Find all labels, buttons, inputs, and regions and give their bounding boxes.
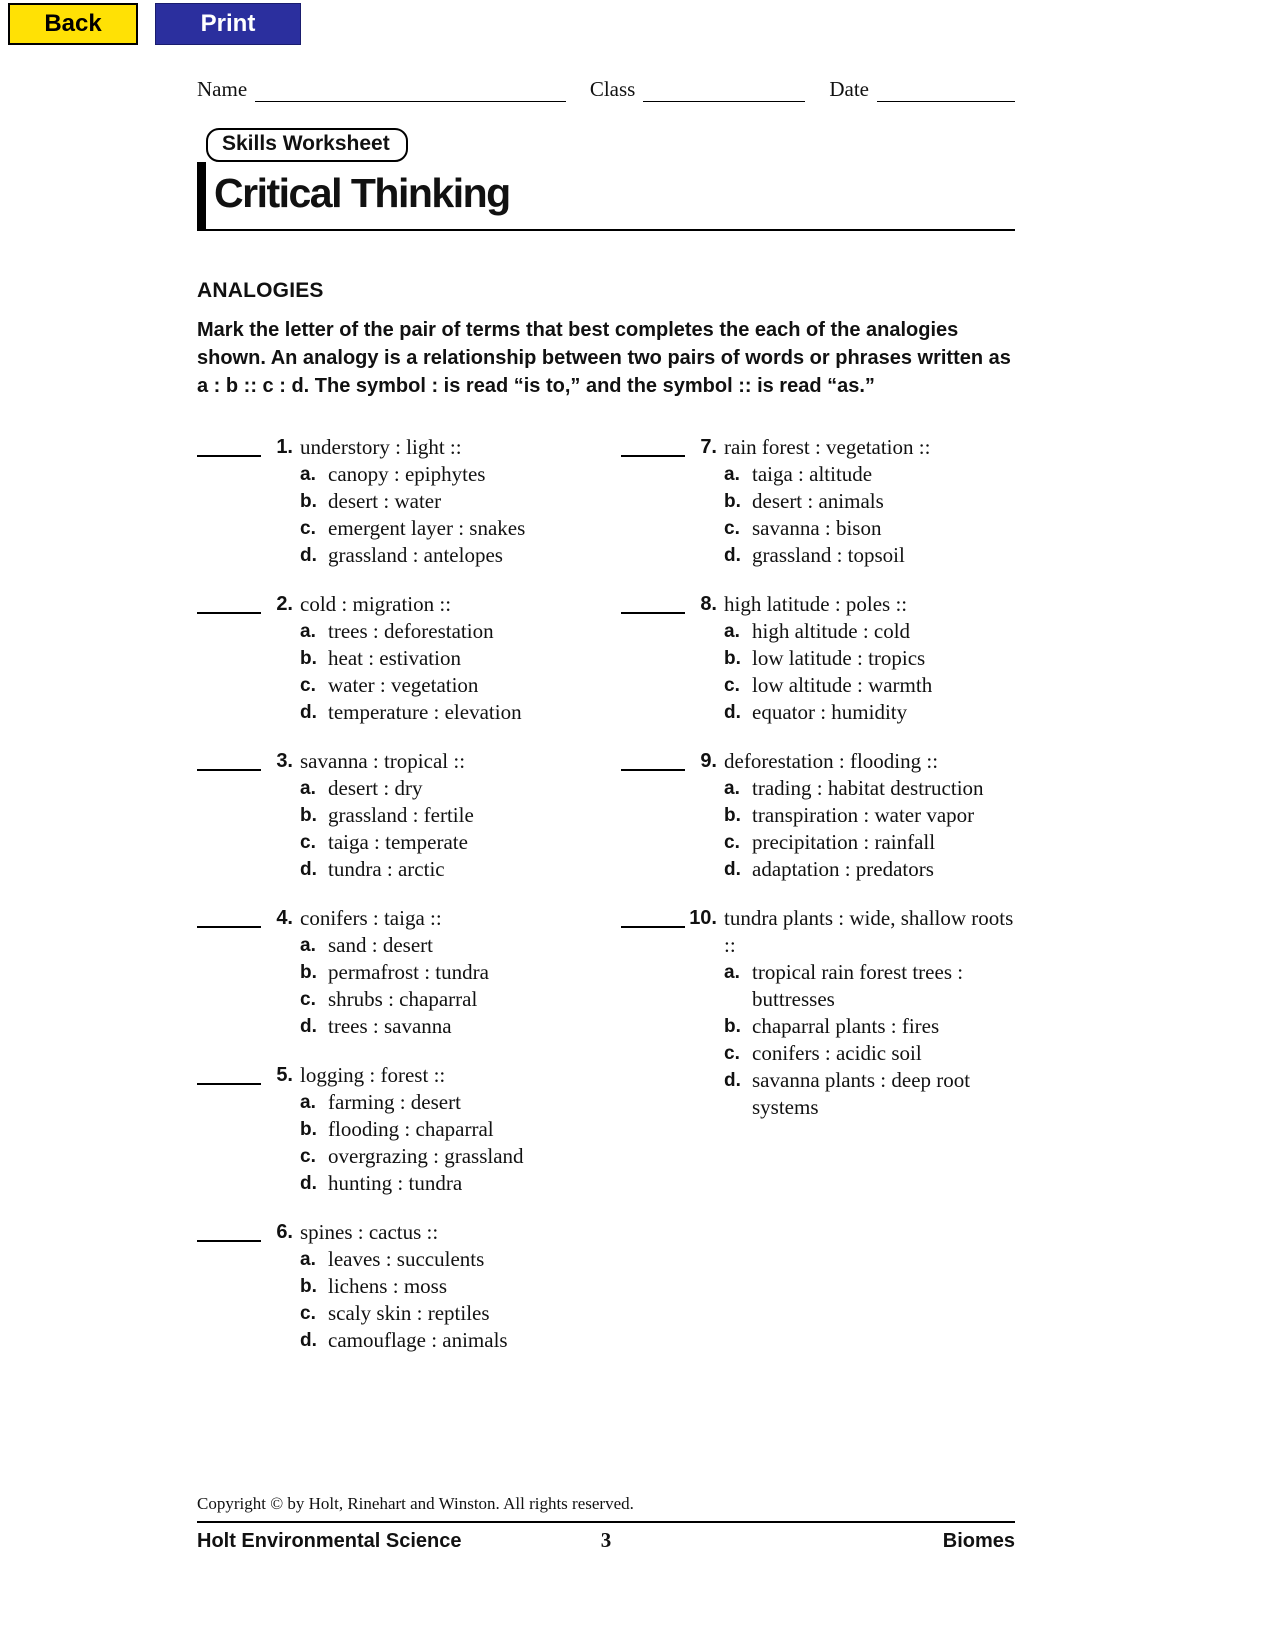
answer-choice — [300, 1089, 591, 1116]
choice-letter: a. — [724, 778, 740, 799]
answer-choice — [300, 775, 591, 802]
answer-choice — [724, 699, 1015, 726]
answer-blank — [621, 591, 685, 614]
question — [621, 905, 1015, 1121]
question-head — [621, 591, 1015, 618]
question — [621, 434, 1015, 569]
choice-letter: a. — [724, 464, 740, 485]
question-head — [197, 1062, 591, 1089]
answer-choice — [300, 1013, 591, 1040]
title-row — [197, 162, 1015, 231]
choice-letter: d. — [300, 859, 317, 880]
question-stem: high latitude : poles :: — [724, 592, 908, 616]
copyright-text: Copyright © by Holt, Rinehart and Winston. All rights reserved. — [197, 1494, 634, 1513]
choice-text: tropical rain forest trees : buttresses — [752, 960, 964, 1011]
choice-text: taiga : altitude — [752, 462, 873, 486]
choice-letter: d. — [724, 1070, 741, 1091]
answer-choice — [300, 1246, 591, 1273]
answer-choice — [300, 1300, 591, 1327]
choice-letter: a. — [300, 1249, 316, 1270]
choice-text: low altitude : warmth — [752, 673, 933, 697]
choice-text: heat : estivation — [328, 646, 461, 670]
choice-text: trees : savanna — [328, 1014, 452, 1038]
page-footer — [197, 1494, 1015, 1553]
question-number: 4. — [276, 907, 293, 929]
answer-choice — [724, 672, 1015, 699]
class-label: Class — [589, 77, 636, 101]
answer-blank — [621, 748, 685, 771]
question — [197, 591, 591, 726]
choice-letter: c. — [300, 518, 316, 539]
choice-text: scaly skin : reptiles — [328, 1301, 490, 1325]
choice-letter: d. — [300, 545, 317, 566]
choice-text: grassland : antelopes — [328, 543, 503, 567]
answer-choice — [300, 1327, 591, 1354]
question-stem: spines : cactus :: — [300, 1220, 439, 1244]
answer-blank — [197, 434, 261, 457]
choice-text: water : vegetation — [328, 673, 479, 697]
answer-blank — [197, 905, 261, 928]
question — [197, 748, 591, 883]
choice-letter: c. — [300, 1146, 316, 1167]
choice-letter: c. — [724, 832, 740, 853]
choice-list — [300, 1089, 591, 1197]
choice-letter: d. — [300, 1016, 317, 1037]
choice-text: chaparral plants : fires — [752, 1014, 940, 1038]
question-stem: cold : migration :: — [300, 592, 452, 616]
choice-text: sand : desert — [328, 933, 433, 957]
question-head — [621, 434, 1015, 461]
choice-letter: d. — [724, 859, 741, 880]
answer-choice — [300, 699, 591, 726]
choice-letter: c. — [300, 989, 316, 1010]
choice-text: hunting : tundra — [328, 1171, 463, 1195]
answer-choice — [724, 618, 1015, 645]
question-head — [197, 434, 591, 461]
choice-list — [300, 1246, 591, 1354]
question-number: 10. — [689, 907, 717, 929]
choice-text: farming : desert — [328, 1090, 461, 1114]
class-blank-line — [643, 80, 805, 102]
answer-choice — [300, 959, 591, 986]
skills-worksheet-tag: Skills Worksheet — [206, 128, 408, 162]
choice-letter: b. — [724, 491, 741, 512]
choice-letter: d. — [724, 545, 741, 566]
choice-letter: d. — [300, 1330, 317, 1351]
question-number: 8. — [700, 593, 717, 615]
choice-letter: b. — [300, 1119, 317, 1140]
question-stem: tundra plants : wide, shallow roots :: — [724, 906, 1014, 957]
answer-blank — [621, 905, 685, 928]
answer-choice — [300, 515, 591, 542]
question-stem: understory : light :: — [300, 435, 462, 459]
answer-choice — [724, 1067, 1015, 1121]
question-head — [197, 748, 591, 775]
choice-text: flooding : chaparral — [328, 1117, 494, 1141]
choice-text: trees : deforestation — [328, 619, 494, 643]
date-blank-line — [877, 80, 1015, 102]
answer-blank — [621, 434, 685, 457]
answer-choice — [724, 1040, 1015, 1067]
choice-letter: a. — [300, 1092, 316, 1113]
choice-letter: a. — [300, 935, 316, 956]
question-number: 6. — [276, 1221, 293, 1243]
answer-choice — [300, 856, 591, 883]
name-blank-line — [255, 80, 566, 102]
question-number: 5. — [276, 1064, 293, 1086]
choice-letter: b. — [300, 648, 317, 669]
choice-text: conifers : acidic soil — [752, 1041, 922, 1065]
choice-text: desert : dry — [328, 776, 423, 800]
name-label: Name — [197, 77, 248, 101]
answer-choice — [300, 829, 591, 856]
answer-choice — [300, 488, 591, 515]
choice-letter: c. — [724, 1043, 740, 1064]
answer-blank — [197, 1062, 261, 1085]
choice-text: savanna : bison — [752, 516, 882, 540]
answer-choice — [300, 1170, 591, 1197]
choice-text: transpiration : water vapor — [752, 803, 975, 827]
answer-choice — [724, 959, 1015, 1013]
title-bar-mark — [197, 162, 206, 229]
choice-letter: c. — [300, 1303, 316, 1324]
answer-choice — [300, 1273, 591, 1300]
section-heading: ANALOGIES — [197, 279, 324, 302]
choice-letter: b. — [300, 1276, 317, 1297]
answer-choice — [300, 618, 591, 645]
choice-letter: c. — [300, 675, 316, 696]
question-stem: deforestation : flooding :: — [724, 749, 939, 773]
choice-letter: b. — [724, 1016, 741, 1037]
answer-choice — [724, 1013, 1015, 1040]
choice-text: leaves : succulents — [328, 1247, 485, 1271]
question-number: 7. — [700, 436, 717, 458]
question-number: 2. — [276, 593, 293, 615]
book-title: Holt Environmental Science — [197, 1530, 462, 1552]
choice-list — [724, 618, 1015, 726]
answer-choice — [724, 461, 1015, 488]
choice-letter: b. — [724, 648, 741, 669]
choice-letter: a. — [724, 621, 740, 642]
choice-letter: c. — [724, 675, 740, 696]
choice-text: adaptation : predators — [752, 857, 934, 881]
choice-text: grassland : fertile — [328, 803, 474, 827]
answer-choice — [724, 645, 1015, 672]
answer-choice — [724, 829, 1015, 856]
student-id-row — [197, 76, 1015, 102]
choice-text: temperature : elevation — [328, 700, 522, 724]
footer-row — [197, 1528, 1015, 1553]
choice-text: grassland : topsoil — [752, 543, 905, 567]
choice-letter: c. — [724, 518, 740, 539]
choice-list — [724, 775, 1015, 883]
choice-letter: a. — [300, 778, 316, 799]
choice-text: low latitude : tropics — [752, 646, 926, 670]
question-number: 1. — [276, 436, 293, 458]
question-head — [197, 591, 591, 618]
answer-choice — [724, 802, 1015, 829]
answer-choice — [724, 515, 1015, 542]
answer-choice — [724, 488, 1015, 515]
choice-list — [300, 932, 591, 1040]
question-stem: savanna : tropical :: — [300, 749, 466, 773]
date-label: Date — [829, 77, 869, 101]
chapter-title: Biomes — [942, 1530, 1015, 1552]
choice-text: desert : animals — [752, 489, 884, 513]
question — [197, 434, 591, 569]
choice-text: taiga : temperate — [328, 830, 468, 854]
question — [197, 1219, 591, 1354]
question — [621, 591, 1015, 726]
answer-choice — [300, 1116, 591, 1143]
answer-choice — [300, 645, 591, 672]
choice-letter: b. — [300, 962, 317, 983]
question-stem: conifers : taiga :: — [300, 906, 442, 930]
question-stem: rain forest : vegetation :: — [724, 435, 931, 459]
choice-letter: c. — [300, 832, 316, 853]
choice-text: savanna plants : deep root systems — [752, 1068, 971, 1119]
choice-text: precipitation : rainfall — [752, 830, 936, 854]
page-title: Critical Thinking — [214, 170, 510, 216]
choice-letter: d. — [300, 1173, 317, 1194]
page-number: 3 — [600, 1528, 612, 1552]
choice-letter: a. — [724, 962, 740, 983]
choice-letter: b. — [724, 805, 741, 826]
questions-column-left — [197, 434, 591, 1376]
questions-column-right — [621, 434, 1015, 1376]
choice-text: emergent layer : snakes — [328, 516, 526, 540]
choice-letter: b. — [300, 491, 317, 512]
question — [197, 905, 591, 1040]
answer-choice — [300, 932, 591, 959]
choice-text: tundra : arctic — [328, 857, 445, 881]
choice-text: trading : habitat destruction — [752, 776, 984, 800]
answer-choice — [724, 775, 1015, 802]
answer-choice — [300, 802, 591, 829]
answer-choice — [300, 1143, 591, 1170]
answer-choice — [300, 542, 591, 569]
question — [197, 1062, 591, 1197]
questions-area — [197, 434, 1015, 1376]
choice-list — [300, 461, 591, 569]
document-content — [197, 76, 1015, 1376]
choice-letter: d. — [300, 702, 317, 723]
footer-rule — [197, 1521, 1015, 1523]
choice-text: lichens : moss — [328, 1274, 447, 1298]
question-head — [621, 905, 1015, 959]
choice-text: high altitude : cold — [752, 619, 911, 643]
question-number: 3. — [276, 750, 293, 772]
choice-text: desert : water — [328, 489, 442, 513]
answer-choice — [300, 986, 591, 1013]
back-button[interactable]: Back — [8, 3, 138, 45]
answer-blank — [197, 1219, 261, 1242]
choice-text: permafrost : tundra — [328, 960, 489, 984]
question — [621, 748, 1015, 883]
print-button[interactable]: Print — [155, 3, 301, 45]
choice-list — [724, 461, 1015, 569]
answer-blank — [197, 591, 261, 614]
choice-letter: b. — [300, 805, 317, 826]
question-number: 9. — [700, 750, 717, 772]
choice-text: equator : humidity — [752, 700, 908, 724]
answer-blank — [197, 748, 261, 771]
choice-text: canopy : epiphytes — [328, 462, 486, 486]
choice-text: shrubs : chaparral — [328, 987, 478, 1011]
choice-list — [300, 775, 591, 883]
choice-text: overgrazing : grassland — [328, 1144, 524, 1168]
choice-list — [300, 618, 591, 726]
instructions-text: Mark the letter of the pair of terms that best completes the each of the analogies shown. An analogy is a relationship between two pairs of words or phrases written as a : b :: c : d. The symbol : is read “is to,” and the symbol :: is read “as.” — [197, 319, 1011, 397]
question-head — [197, 905, 591, 932]
question-head — [197, 1219, 591, 1246]
choice-letter: a. — [300, 621, 316, 642]
answer-choice — [300, 461, 591, 488]
answer-choice — [724, 856, 1015, 883]
choice-letter: a. — [300, 464, 316, 485]
choice-text: camouflage : animals — [328, 1328, 508, 1352]
question-stem: logging : forest :: — [300, 1063, 446, 1087]
question-head — [621, 748, 1015, 775]
choice-letter: d. — [724, 702, 741, 723]
choice-list — [724, 959, 1015, 1121]
answer-choice — [724, 542, 1015, 569]
answer-choice — [300, 672, 591, 699]
